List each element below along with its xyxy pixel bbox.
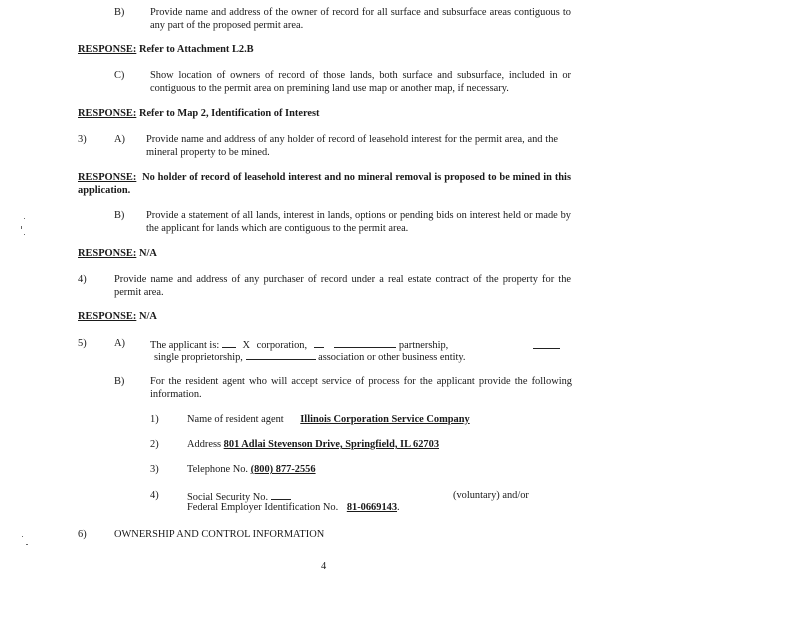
corporation-label: corporation, [256, 340, 308, 351]
response-label: RESPONSE: [78, 311, 137, 322]
blank-line [533, 339, 560, 349]
response-text: Refer to Attachment L2.B [138, 44, 254, 55]
fein-line: Federal Employer Identification No. 81-0669143. [187, 502, 400, 513]
applicant-type-line-2 [154, 350, 465, 365]
response-block [78, 44, 254, 57]
item-text-statement-of-lands: Provide a statement of all lands, interest in lands, options or pending bids on interest held or made by the applicant for lands which are contiguous to the permit area. [146, 210, 571, 234]
field-label: Federal Employer Identification No. [187, 502, 339, 513]
scan-artifact [21, 226, 22, 229]
response-block [78, 248, 157, 261]
item-text-resident-agent: For the resident agent who will accept service of process for the applicant provide the following information. [150, 376, 572, 400]
item-text-owner-of-record: Provide name and address of the owner of record for all surface and subsurface areas contiguous to any part of the proposed permit area. [150, 7, 571, 31]
blank-line [314, 338, 324, 348]
item-text-leasehold: Provide name and address of any holder of record of leasehold interest for the permit area, and the mineral property to be mined. [146, 134, 558, 158]
item-number: 6) [78, 529, 87, 540]
item-number: 5) [78, 338, 87, 349]
blank-line [246, 350, 316, 360]
response-block [78, 108, 320, 121]
response-label: RESPONSE: [78, 248, 137, 259]
applicant-type-mark: X [242, 340, 250, 351]
item-marker: B) [114, 376, 125, 387]
resident-agent-address: 801 Adlai Stevenson Drive, Springfield, IL 62703 [223, 439, 440, 450]
response-label: RESPONSE: [78, 44, 137, 55]
resident-agent-name: Illinois Corporation Service Company [300, 414, 470, 425]
sub-item-number: 4) [150, 490, 159, 501]
item-text-purchaser: Provide name and address of any purchaser of record under a real estate contract of the property for the permit area. [114, 274, 571, 298]
response-block [78, 311, 157, 324]
resident-agent-name-line [187, 414, 478, 427]
response-label: RESPONSE: [78, 172, 137, 183]
blank-line [334, 338, 396, 348]
scan-artifact [24, 218, 25, 219]
response-block [78, 172, 571, 197]
response-text: Refer to Map 2, Identification of Interest [138, 108, 320, 119]
association-label: association or other business entity. [318, 352, 466, 363]
scan-artifact [24, 234, 25, 235]
fein-number: 81-0669143 [346, 502, 398, 513]
field-label: Social Security No. [187, 492, 269, 503]
response-text: No holder of record of leasehold interest and no mineral removal is proposed to be mined in this application. [78, 172, 571, 196]
telephone-number: (800) 877-2556 [250, 464, 316, 475]
field-label: Telephone No. [187, 464, 249, 475]
partnership-label: partnership, [398, 340, 449, 351]
resident-agent-address-line [187, 439, 455, 452]
item-number: 3) [78, 134, 87, 145]
sub-item-number: 3) [150, 464, 159, 475]
item-marker: A) [114, 134, 125, 145]
scan-artifact [26, 544, 28, 545]
single-proprietorship-label: single proprietorship, [154, 352, 243, 363]
item-marker: C) [114, 70, 125, 81]
blank-line [222, 338, 236, 348]
scan-artifact [22, 536, 23, 537]
sub-item-number: 1) [150, 414, 159, 425]
response-label: RESPONSE: [78, 108, 137, 119]
item-marker: B) [114, 7, 125, 18]
item-marker: B) [114, 210, 125, 221]
item-marker: A) [114, 338, 125, 349]
sub-item-number: 2) [150, 439, 159, 450]
applicant-prefix: The applicant is: [150, 340, 220, 351]
response-text: N/A [138, 311, 157, 322]
blank-line [271, 490, 291, 500]
page-number: 4 [321, 561, 327, 572]
voluntary-note: (voluntary) and/or [453, 490, 529, 501]
item-number: 4) [78, 274, 87, 285]
telephone-line [187, 464, 432, 477]
field-label: Name of resident agent [187, 414, 284, 425]
field-label: Address [187, 439, 222, 450]
response-text: N/A [138, 248, 157, 259]
item-text-show-location: Show location of owners of record of those lands, both surface and subsurface, included in or contiguous to the permit area on premining land use map or another map, if necessary. [150, 70, 571, 94]
section-heading-ownership: OWNERSHIP AND CONTROL INFORMATION [114, 529, 325, 540]
